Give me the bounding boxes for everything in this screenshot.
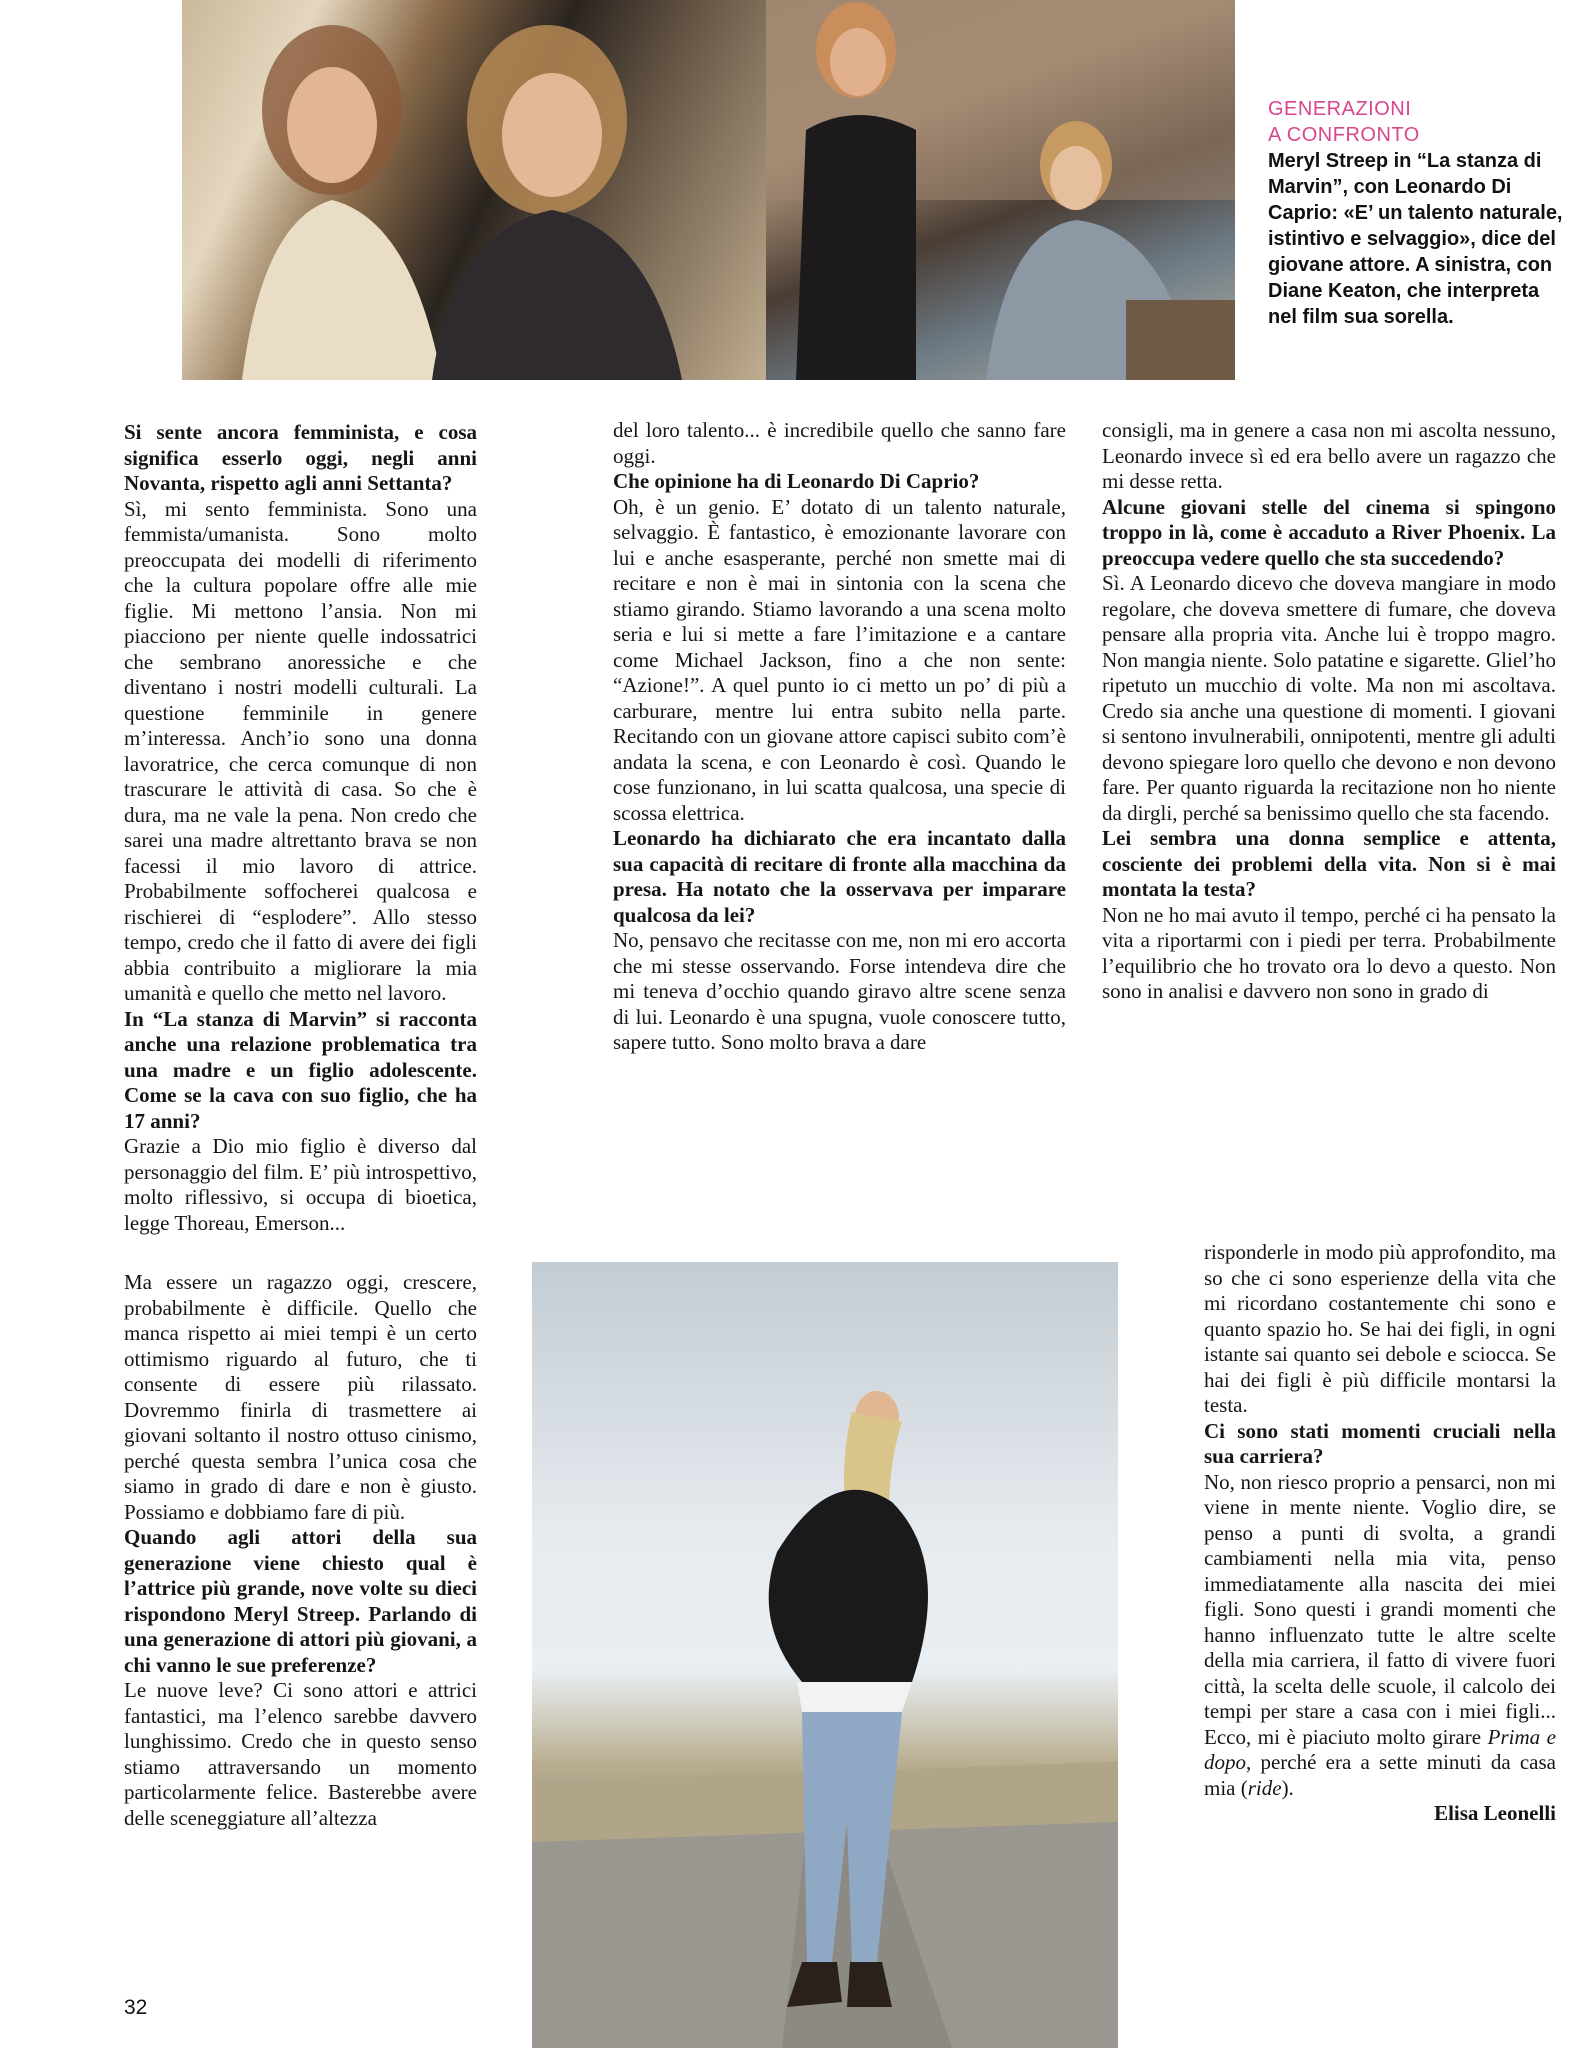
interview-answer: Oh, è un genio. E’ dotato di un talento naturale, selvaggio. È fantastico, è emozionante lavorare con lui e anche esasperante, perché non smette mai di recitare e non è mai in sintonia con la scena che stiamo girando. Stiamo lavorando a una scena molto seria e lui si mette a fare l’imitazione e a cantare come Michael Jackson, fino a che non sente: “Azione!”. A quel punto io ci metto un po’ di più a carburare, mentre lui entra subito nella parte. Recitando con un giovane attore capisci subito com’è andata la scena, e con Leonardo è così. Quando le cose funzionano, in lui scatta qualcosa, una specie di scossa elettrica.	[613, 494, 1066, 825]
author-signature: Elisa Leonelli	[1434, 1801, 1556, 1825]
interview-question: Leonardo ha dichiarato che era incantato dalla sua capacità di recitare di fronte alla macchina da presa. Ha notato che la osservava per imparare qualcosa da lei?	[613, 826, 1066, 927]
interview-question: Si sente ancora femminista, e cosa significa esserlo oggi, negli anni Novanta, rispetto agli anni Settanta?	[124, 420, 477, 495]
interview-answer: risponderle in modo più approfondito, ma so che ci sono esperienze della vita che mi ricordano costantemente chi sono e quanto spazio ho. Se hai dei figli, in ogni istante sai quanto sei debole e sciocca. Se hai dei figli è più difficile montarsi la testa.	[1204, 1240, 1556, 1417]
interview-question: Quando agli attori della sua generazione viene chiesto qual è l’attrice più grande, nove volte su dieci rispondono Meryl Streep. Parlando di una generazione di attori più giovani, a chi vanno le sue preferenze?	[124, 1525, 477, 1677]
interview-answer: del loro talento... è incredibile quello che sanno fare oggi.	[613, 418, 1066, 468]
interview-answer: Sì. A Leonardo dicevo che doveva mangiare in modo regolare, che doveva smettere di fumare, che doveva pensare alla propria vita. Anche lui è troppo magro. Non mangia niente. Solo patatine e sigarette. Gliel’ho ripetuto un mucchio di volte. Ma non mi ascoltava. Credo sia anche una questione di momenti. I giovani si sentono invulnerabili, onnipotenti, mentre gli adulti devono spiegare loro quello che devono e non devono fare. Per quanto riguarda la recitazione non ho niente da dirgli, perché sa benissimo quello che sta facendo.	[1102, 571, 1556, 825]
answer-text: No, non riesco proprio a pensarci, non mi viene in mente niente. Voglio dire, se penso a punti di svolta, a grandi cambiamenti nella mia vita, penso immediatamente alla nascita dei miei figli. Sono questi i grandi momenti che hanno influenzato tutte le altre scelte della mia carriera, il fatto di vivere fuori città, la scelta delle scuole, il calcolo dei tempi per stare a casa con i miei figli... Ecco, mi è piaciuto molto girare	[1204, 1469, 1556, 1749]
page-number: 32	[124, 1996, 148, 2019]
interview-answer: No, pensavo che recitasse con me, non mi ero accorta che mi stesse osservando. Forse intendeva dire che mi teneva d’occhio quando giravo altre scene senza di lui. Leonardo è una spugna, vuole conoscere tutto, sapere tutto. Sono molto brava a dare	[613, 928, 1066, 1054]
photo-streep-road	[532, 1262, 1118, 2048]
film-title: Prima e dopo	[1204, 1724, 1556, 1774]
caption-title: GENERAZIONI A CONFRONTO	[1268, 98, 1420, 146]
article-column-2	[613, 418, 1066, 1056]
interview-answer: Le nuove leve? Ci sono attori e attrici fantastici, ma l’elenco sarebbe davvero lunghissimo. Credo che in questo senso stiamo attraversando un momento particolarmente felice. Basterebbe avere delle sceneggiature all’altezza	[124, 1678, 477, 1830]
article-column-1	[124, 420, 477, 1236]
interview-answer: Sì, mi sento femminista. Sono una femmista/umanista. Sono molto preoccupata dei modelli di riferimento che la cultura popolare offre alle mie figlie. Mi mettono l’ansia. Non mi piacciono per niente quelle indossatrici che sembrano anoressiche e che diventano i nostri modelli culturali. La questione femminile in genere m’interessa. Anch’io sono una donna lavoratrice, che cerca comunque di non trascurare le attività di casa. So che è dura, ma ne vale la pena. Non credo che sarei una madre altrettanto brava se non facessi il mio lavoro di attrice. Probabilmente soffocherei qualcosa e rischierei di “esplodere”. Allo stesso tempo, credo che il fatto di avere dei figli abbia contribuito a migliorare la mia umanità e quello che metto nel lavoro.	[124, 496, 477, 1005]
interview-answer: Non ne ho mai avuto il tempo, perché ci ha pensato la vita a riportarmi con i piedi per terra. Probabilmente l’equilibrio che ho trovato ora lo devo a questo. Non sono in analisi e davvero non sono in grado di	[1102, 902, 1556, 1003]
caption-text: Meryl Streep in “La stanza di Marvin”, con Leonardo Di Caprio: «E’ un talento naturale, istintivo e selvaggio», dice del giovane attore. A sinistra, con Diane Keaton, che interpreta nel film sua sorella.	[1268, 150, 1563, 328]
interview-question: Alcune giovani stelle del cinema si spingono troppo in là, come è accaduto a River Phoenix. La preoccupa vedere quello che sta succedendo?	[1102, 494, 1556, 570]
interview-question: Che opinione ha di Leonardo Di Caprio?	[613, 469, 980, 493]
photo-streep-dicaprio	[766, 0, 1235, 380]
interview-question: Lei sembra una donna semplice e attenta, cosciente dei problemi della vita. Non si è mai montata la testa?	[1102, 826, 1556, 901]
interview-question: In “La stanza di Marvin” si racconta anche una relazione problematica tra una madre e un figlio adolescente. Come se la cava con suo figlio, che ha 17 anni?	[124, 1006, 477, 1133]
answer-text: , perché era a sette minuti da casa mia (	[1204, 1750, 1556, 1800]
interview-answer: Grazie a Dio mio figlio è diverso dal personaggio del film. E’ più introspettivo, molto riflessivo, si occupa di bioetica, legge Thoreau, Emerson...	[124, 1134, 477, 1235]
interview-answer: consigli, ma in genere a casa non mi ascolta nessuno, Leonardo invece sì ed era bello avere un ragazzo che mi desse retta.	[1102, 418, 1556, 493]
article-column-1-continued	[124, 1270, 477, 1831]
interview-answer: Ma essere un ragazzo oggi, crescere, probabilmente è difficile. Quello che manca rispetto ai miei tempi è un certo ottimismo riguardo al futuro, che ti consente di essere più rilassato. Dovremmo finirla di trasmettere ai giovani soltanto il nostro ottuso cinismo, perché questa sembra l’unica cosa che siamo in grado di dare e non è giusto. Possiamo e dobbiamo fare di più.	[124, 1270, 477, 1524]
stage-direction: ride	[1247, 1775, 1282, 1800]
interview-question: Ci sono stati momenti cruciali nella sua carriera?	[1204, 1418, 1556, 1468]
interview-answer	[1204, 1470, 1556, 1802]
article-column-3-continued	[1204, 1240, 1556, 1827]
article-column-3	[1102, 418, 1556, 1005]
photo-caption	[1268, 96, 1568, 330]
photo-streep-keaton	[182, 0, 766, 380]
answer-text: ).	[1281, 1775, 1294, 1800]
